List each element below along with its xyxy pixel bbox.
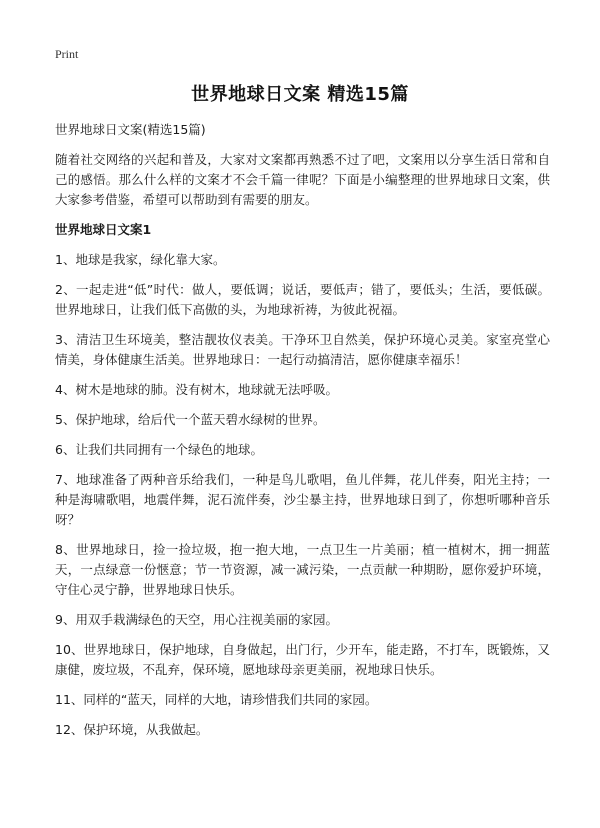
list-item: 4、树木是地球的肺。没有树木，地球就无法呼吸。: [55, 382, 338, 397]
list-item: 9、用双手栽满绿色的天空，用心注视美丽的家园。: [55, 612, 338, 627]
list-item: 3、清洁卫生环境美，整洁靓妆仪表美。干净环卫自然美，保护环境心灵美。家室亮堂心情美，身体健康生活美。世界地球日：一起行动搞清洁，愿你健康幸福乐！: [55, 332, 550, 367]
document-body: [55, 120, 550, 750]
list-item: 5、保护地球，给后代一个蓝天碧水绿树的世界。: [55, 412, 326, 427]
list-item: 8、世界地球日，捡一捡垃圾，抱一抱大地，一点卫生一片美丽；植一植树木，拥一拥蓝天，一点绿意一份惬意；节一节资源，减一减污染，一点贡献一种期盼，愿你爱护环境，守住心灵宁静，世界地球日快乐。: [55, 542, 550, 597]
list-item: 11、同样的“蓝天，同样的大地，请珍惜我们共同的家园。: [55, 692, 378, 707]
list-item: 12、保护环境，从我做起。: [55, 722, 209, 737]
list-item: 1、地球是我家，绿化靠大家。: [55, 252, 226, 267]
document-subtitle: 世界地球日文案(精选15篇): [55, 122, 206, 137]
print-link[interactable]: Print: [55, 47, 79, 61]
list-item: 10、世界地球日，保护地球，自身做起，出门行，少开车，能走路，不打车，既锻炼，又康健，废垃圾，不乱弃，保环境，愿地球母亲更美丽，祝地球日快乐。: [55, 642, 550, 677]
document-title: 世界地球日文案 精选15篇: [191, 84, 409, 105]
list-item: 7、地球准备了两种音乐给我们，一种是鸟儿歌唱，鱼儿伴舞，花儿伴奏，阳光主持；一种是海啸歌唱，地震伴舞，泥石流伴奏，沙尘暴主持，世界地球日到了，你想听哪种音乐呀？: [55, 472, 550, 527]
intro-paragraph: 随着社交网络的兴起和普及，大家对文案都再熟悉不过了吧，文案用以分享生活日常和自己的感悟。那么什么样的文案才不会千篇一律呢？下面是小编整理的世界地球日文案，供大家参考借鉴，希望可以帮助到有需要的朋友。: [55, 152, 550, 207]
list-item: 6、让我们共同拥有一个绿色的地球。: [55, 442, 263, 457]
section-heading: 世界地球日文案1: [55, 222, 152, 237]
list-item: 2、一起走进“低”时代：做人，要低调；说话，要低声；错了，要低头；生活，要低碳。世界地球日，让我们低下高傲的头，为地球祈祷，为彼此祝福。: [55, 282, 550, 317]
